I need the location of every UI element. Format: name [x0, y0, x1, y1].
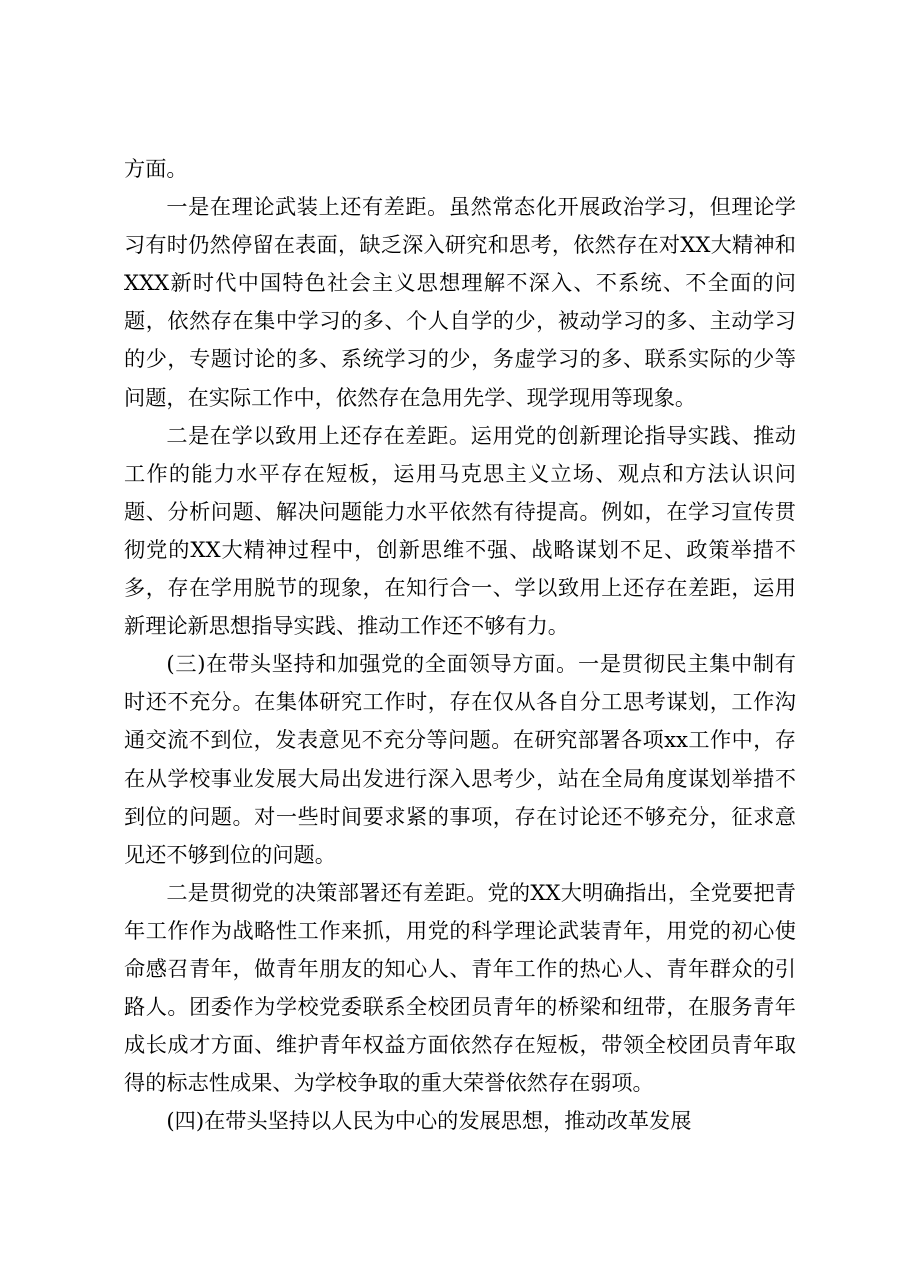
paragraph-section-three: (三)在带头坚持和加强党的全面领导方面。一是贯彻民主集中制有时还不充分。在集体研究工作时，存在仅从各自分工思考谋划，工作沟通交流不到位，发表意见不充分等问题。在研究部署各项xx工作中，存在从学校事业发展大局出发进行深入思考少，站在全局角度谋划举措不到位的问题。对一些时间要求紧的事项，存在讨论还不够充分，征求意见还不够到位的问题。: [124, 651, 796, 867]
document-body: [124, 150, 796, 1140]
paragraph-section-four: (四)在带头坚持以人民为中心的发展思想，推动改革发展: [166, 1108, 692, 1134]
paragraph-continuation: 方面。: [124, 156, 188, 181]
paragraph-theory-armament: 一是在理论武装上还有差距。虽然常态化开展政治学习，但理论学习有时仍然停留在表面，缺乏深入研究和思考，依然存在对XX大精神和XXX新时代中国特色社会主义思想理解不深入、不系统、不全面的问题，依然存在集中学习的多、个人自学的少，被动学习的多、主动学习的少，专题讨论的多、系统学习的少，务虚学习的多、联系实际的少等问题，在实际工作中，依然存在急用先学、现学现用等现象。: [124, 194, 796, 410]
paragraph-decision-deployment: 二是贯彻党的决策部署还有差距。党的XX大明确指出，全党要把青年工作作为战略性工作来抓，用党的科学理论武装青年，用党的初心使命感召青年，做青年朋友的知心人、青年工作的热心人、青年群众的引路人。团委作为学校党委联系全校团员青年的桥梁和纽带，在服务青年成长成才方面、维护青年权益方面依然存在短板，带领全校团员青年取得的标志性成果、为学校争取的重大荣誉依然存在弱项。: [124, 879, 796, 1096]
paragraph-applying-learning: 二是在学以致用上还存在差距。运用党的创新理论指导实践、推动工作的能力水平存在短板，运用马克思主义立场、观点和方法认识问题、分析问题、解决问题能力水平依然有待提高。例如，在学习宣传贯彻党的XX大精神过程中，创新思维不强、战略谋划不足、政策举措不多，存在学用脱节的现象，在知行合一、学以致用上还存在差距，运用新理论新思想指导实践、推动工作还不够有力。: [124, 422, 796, 639]
